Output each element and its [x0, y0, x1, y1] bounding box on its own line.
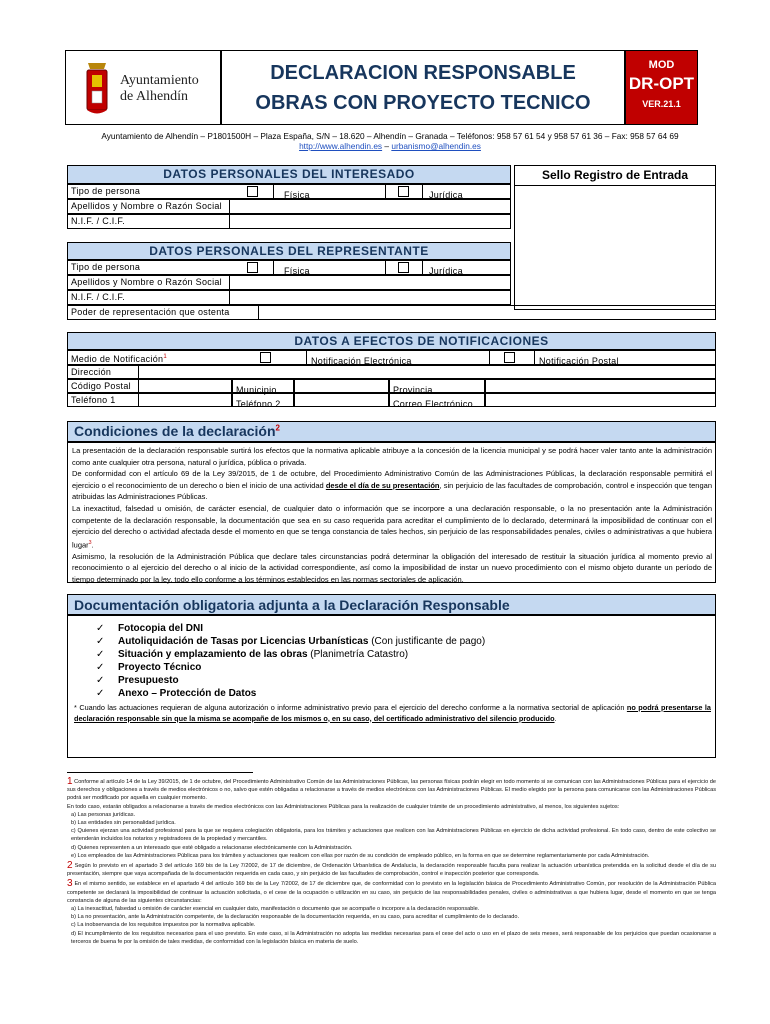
notif-electronica-cell — [306, 350, 490, 365]
checkmark-icon: ✓ — [96, 636, 105, 647]
documentacion-list — [96, 622, 715, 700]
interesado-juridica-label: Jurídica — [429, 190, 463, 200]
title-line2: OBRAS CON PROYECTO TECNICO — [255, 92, 591, 114]
logo-box — [65, 50, 221, 125]
interesado-tipo-label: Tipo de persona — [71, 186, 141, 196]
notif-postal-checkbox[interactable] — [504, 352, 515, 363]
notif-direccion-input[interactable] — [138, 365, 716, 379]
notif-tel2-cell — [232, 393, 294, 407]
interesado-nif-input[interactable] — [229, 214, 511, 229]
documentacion-body — [67, 615, 716, 758]
notif-tel1-input[interactable] — [138, 393, 232, 407]
footnote-divider — [67, 772, 253, 773]
footnote-ref-3: 3 — [88, 539, 92, 546]
interesado-juridica-checkbox[interactable] — [398, 186, 409, 197]
sello-box — [514, 165, 716, 310]
checkmark-icon: ✓ — [96, 662, 105, 673]
representante-juridica-cell — [422, 260, 511, 275]
representante-header — [67, 242, 511, 260]
condiciones-header — [67, 421, 716, 442]
condiciones-body — [67, 442, 716, 583]
footnotes: 1 Conforme al artículo 14 de la Ley 39/2015, de 1 de octubre, del Procedimiento Administrativo Común de las Administraciones Públicas, las personas físicas podrán elegir en todo momento si se comunican con las Administraciones Públicas para el ejercicio de sus derechos y obligaciones a través de medios electrónicos o no, salvo que estén obligadas a relacionarse a través de medios electrónicos con las Administraciones Públicas. El medio elegido por la persona para comunicarse con las Administraciones Públicas podrá ser modificado por aquella en cualquier momento. En todo caso, estarán obligados a relacionarse a través de medios electrónicos con las Administraciones Públicas para la realización de cualquier trámite de un procedimiento administrativo, al menos, los siguientes sujetos: a) Las personas jurídicas. b) Las entidades sin personalidad jurídica. c) Quienes ejerzan una actividad profesional para la que se requiera colegiación obligatoria, para los trámites y actuaciones que realicen con las Administraciones Públicas en ejercicio de dicha actividad profesional. En todo caso, dentro de este colectivo se entenderán incluidos los notarios y registradores de la propiedad y mercantiles. d) Quienes representen a un interesado que esté obligado a relacionarse electrónicamente con la Administración. e) Los empleados de las Administraciones Públicas para los trámites y actuaciones que realicen con ellas por razón de su condición de empleado público, en la forma en que se determine reglamentariamente por cada Administración. 2 Según lo previsto en el apartado 3 del artículo 169 bis de la Ley 7/2002, de 17 de diciembre, de Ordenación Urbanística de Andalucía, la declaración responsable faculta para realizar la actuación urbanística pretendida en la solicitud desde el día de su presentación, siempre que vaya acompañada de la documentación requerida en cada caso, y sin perjuicio de las facultades de comprobación, control e inspección posterior que corresponda. 3 En el mismo sentido, se establece en el apartado 4 del artículo 169 bis de la Ley 7/2002, de 17 de diciembre que, de conformidad con lo previsto en la legislación básica de Procedimiento Administrativo Común, por resolución de la Administración Pública competente se declarará la imposibilidad de continuar la actuación solicitada, o el cese de la ocupación o utilización en su caso, sin perjuicio de las responsabilidades penales, civiles o administrativas a que hubiera lugar, desde el momento en que se tenga constancia de alguna de las siguientes circunstancias: a) La inexactitud, falsedad u omisión de carácter esencial en cualquier dato, manifestación o documento que se acompañe o incorpore a la declaración responsable. b) La no presentación, ante la Administración competente, de la declaración responsable de la documentación requerida, en su caso, para acreditar el cumplimiento de lo declarado. c) La inobservancia de los requisitos impuestos por la normativa aplicable. d) El incumplimiento de los requisitos necesarios para el uso previsto. En este caso, si la Administración no adopta las medidas necesarias para el cese del acto o uso en el plazo de seis meses, será responsable de los perjuicios que puedan ocasionarse a terceros de buena fe por la omisión de tales medidas, de conformidad con la legislación básica en materia de suelo. — [67, 776, 716, 945]
sello-title: Sello Registro de Entrada — [515, 166, 715, 186]
notificaciones-header — [67, 332, 716, 350]
title-box — [221, 50, 625, 125]
footnote-2: 2 Según lo previsto en el apartado 3 del artículo 169 bis de la Ley 7/2002, de 17 de diciembre, de Ordenación Urbanística de Andalucía, la declaración responsable faculta para realizar la actuación urbanística pretendida en la solicitud desde el día de su presentación, siempre que vaya acompañada de la documentación requerida en cada caso, y sin perjuicio de las facultades de comprobación, control e inspección posterior que corresponda. — [67, 860, 716, 878]
doc-item: ✓ Fotocopia del DNI — [96, 623, 203, 634]
notif-postal-label: Notificación Postal — [539, 356, 619, 366]
logo-line2: de Alhendín — [120, 89, 189, 104]
doc-item: ✓ Situación y emplazamiento de las obras (Planimetría Catastro) — [96, 649, 409, 660]
condiciones-p4: Asimismo, la resolución de la Administración Pública que declare tales circunstancias podrá determinar la obligación del interesado de restituir la situación jurídica al momento previo al reconocimiento o al ejercicio del derecho o al inicio de la actividad correspondiente, así como la imposibilidad de instar un nuevo procedimiento con el mismo objeto durante un período de tiempo determinado por la ley, todo ello conforme a los términos establecidos en las normas sectoriales de aplicación. — [72, 551, 712, 585]
representante-nombre-input[interactable] — [229, 275, 511, 290]
notif-provincia-cell — [389, 379, 485, 393]
notif-provincia-label: Provincia — [393, 385, 433, 395]
checkmark-icon: ✓ — [96, 688, 105, 699]
notif-electronica-label: Notificación Electrónica — [311, 356, 412, 366]
notif-correo-label: Correo Electrónico — [393, 399, 473, 409]
footnote-1: 1 Conforme al artículo 14 de la Ley 39/2015, de 1 de octubre, del Procedimiento Administrativo Común de las Administraciones Públicas, las personas físicas podrán elegir en todo momento si se comunican con las Administraciones Públicas para el ejercicio de sus derechos y obligaciones a través de medios electrónicos o no, salvo que estén obligadas a relacionarse a través de medios electrónicos con las Administraciones Públicas. El medio elegido por la persona para comunicarse con las Administraciones Públicas podrá ser modificado por aquella en cualquier momento. — [67, 776, 716, 802]
documentacion-note: * Cuando las actuaciones requieran de alguna autorización o informe administrativo previo para el ejercicio del derecho conforme a la normativa sectorial de aplicación no podrá presentarse la declaración responsable sin que la misma se acompañe de los mismos o, en su caso, del certificado administrativo del silencio producido. — [74, 703, 711, 723]
mod-label: MOD — [648, 59, 675, 71]
footnote-ref-2: 2 — [275, 423, 280, 433]
mod-version: VER.21.1 — [642, 99, 681, 109]
footnote-3: 3 En el mismo sentido, se establece en el apartado 4 del artículo 169 bis de la Ley 7/2002, de 17 de diciembre que, de conformidad con lo previsto en la legislación básica de Procedimiento Administrativo Común, por resolución de la Administración Pública competente se declarará la imposibilidad de continuar la actuación solicitada, o el cese de la ocupación o utilización en su caso, sin perjuicio de las responsabilidades penales, civiles o administrativas a que hubiera lugar, desde el momento en que se tenga constancia de alguna de las siguientes circunstancias: — [67, 878, 716, 904]
notif-postal-cell — [534, 350, 716, 365]
notif-tel2-input[interactable] — [294, 393, 389, 407]
representante-poder-label: Poder de representación que ostenta — [71, 307, 230, 317]
interesado-nombre-input[interactable] — [229, 199, 511, 214]
representante-fisica-cell — [273, 260, 386, 275]
mod-box — [625, 50, 698, 125]
condiciones-p2: De conformidad con el artículo 69 de la Ley 39/2015, de 1 de octubre, del Procedimiento Administrativo Común de las Administraciones Públicas, la declaración responsable permitirá el ejercicio o el reconocimiento de un derecho o bien el inicio de una actividad desde el día de su presentación, sin perjuicio de las facultades de comprobación, control e inspección que tengan atribuidas las Administraciones Públicas. — [72, 469, 712, 502]
coat-of-arms-icon — [84, 59, 110, 117]
notif-cp-input[interactable] — [138, 379, 232, 393]
mod-code: DR-OPT — [628, 74, 695, 93]
address-line: Ayuntamiento de Alhendín – P1801500H – Plaza España, S/N – 18.620 – Alhendín – Granada – Teléfonos: 958 57 61 54 y 958 57 61 36 – Fax: 958 57 64 69 — [101, 131, 679, 141]
interesado-juridica-cell — [422, 184, 511, 199]
title-line1: DECLARACION RESPONSABLE — [270, 62, 576, 84]
notif-tel1-label: Teléfono 1 — [71, 395, 116, 405]
notif-provincia-input[interactable] — [485, 379, 716, 393]
footnote-ref-1: 1 — [163, 354, 167, 360]
representante-juridica-label: Jurídica — [429, 266, 463, 276]
interesado-header — [67, 165, 511, 184]
representante-fisica-checkbox[interactable] — [247, 262, 258, 273]
web-link[interactable]: http://www.alhendin.es — [299, 141, 383, 151]
notif-cp-label: Código Postal — [71, 381, 131, 391]
representante-nombre-label: Apellidos y Nombre o Razón Social — [71, 277, 222, 287]
notif-tel2-label: Teléfono 2 — [236, 399, 281, 409]
documentacion-header — [67, 594, 716, 615]
doc-item: ✓ Presupuesto — [96, 675, 179, 686]
interesado-fisica-cell — [273, 184, 386, 199]
notif-municipio-input[interactable] — [294, 379, 389, 393]
interesado-fisica-checkbox[interactable] — [247, 186, 258, 197]
documentacion-title: Documentación obligatoria adjunta a la Declaración Responsable — [74, 597, 510, 613]
notif-municipio-cell — [232, 379, 294, 393]
representante-poder-input[interactable] — [258, 305, 716, 320]
representante-juridica-checkbox[interactable] — [398, 262, 409, 273]
notif-medio-label: Medio de Notificación — [71, 354, 164, 364]
notif-correo-input[interactable] — [485, 393, 716, 407]
checkmark-icon: ✓ — [96, 649, 105, 660]
doc-item: ✓ Autoliquidación de Tasas por Licencias Urbanísticas (Con justificante de pago) — [96, 636, 486, 647]
representante-nif-input[interactable] — [229, 290, 511, 305]
checkmark-icon: ✓ — [96, 675, 105, 686]
interesado-nombre-label: Apellidos y Nombre o Razón Social — [71, 201, 222, 211]
notificaciones-title: DATOS A EFECTOS DE NOTIFICACIONES — [294, 334, 549, 348]
interesado-title: DATOS PERSONALES DEL INTERESADO — [163, 167, 415, 181]
notif-electronica-checkbox[interactable] — [260, 352, 271, 363]
representante-fisica-label: Física — [284, 266, 310, 276]
interesado-nif-label: N.I.F. / C.I.F. — [71, 216, 126, 226]
notif-direccion-label: Dirección — [71, 367, 112, 377]
representante-tipo-label: Tipo de persona — [71, 262, 141, 272]
doc-item: ✓ Anexo – Protección de Datos — [96, 688, 257, 699]
notif-municipio-label: Municipio — [236, 385, 277, 395]
checkmark-icon: ✓ — [96, 623, 105, 634]
representante-nif-label: N.I.F. / C.I.F. — [71, 292, 126, 302]
condiciones-title: Condiciones de la declaración — [74, 423, 276, 439]
condiciones-p3: La inexactitud, falsedad u omisión, de carácter esencial, de cualquier dato o información que se incorpore a una declaración responsable, o la no presentación ante la Administración competente de la declaración responsable, la documentación que sea en su caso requerida para acreditar el cumplimiento de lo declarado, determinará la imposibilidad de continuar con el ejercicio del derecho o actividad afectada desde el momento en que se tenga constancia de tales hechos, sin perjuicio de las responsabilidades penales, civiles o administrativas a que hubiera lugar$^3$. — [72, 503, 712, 550]
representante-title: DATOS PERSONALES DEL REPRESENTANTE — [149, 244, 429, 258]
email-link[interactable]: urbanismo@alhendin.es — [391, 141, 481, 151]
notif-correo-cell — [389, 393, 485, 407]
address-block: Ayuntamiento de Alhendín – P1801500H – Plaza España, S/N – 18.620 – Alhendín – Granada – Teléfonos: 958 57 61 54 y 958 57 61 36 – Fax: 958 57 64 69 http://www.alhendin.es – urbanismo@alhendin.es — [60, 131, 720, 151]
logo-line1: Ayuntamiento — [120, 73, 199, 88]
interesado-fisica-label: Física — [284, 190, 310, 200]
condiciones-p1: La presentación de la declaración responsable surtirá los efectos que la normativa aplicable atribuye a la concesión de la licencia municipal y se podrá hacer valer tanto ante la administración como ante cualquier otra persona, natural o jurídica, pública o privada. — [72, 446, 712, 467]
doc-item: ✓ Proyecto Técnico — [96, 662, 202, 673]
